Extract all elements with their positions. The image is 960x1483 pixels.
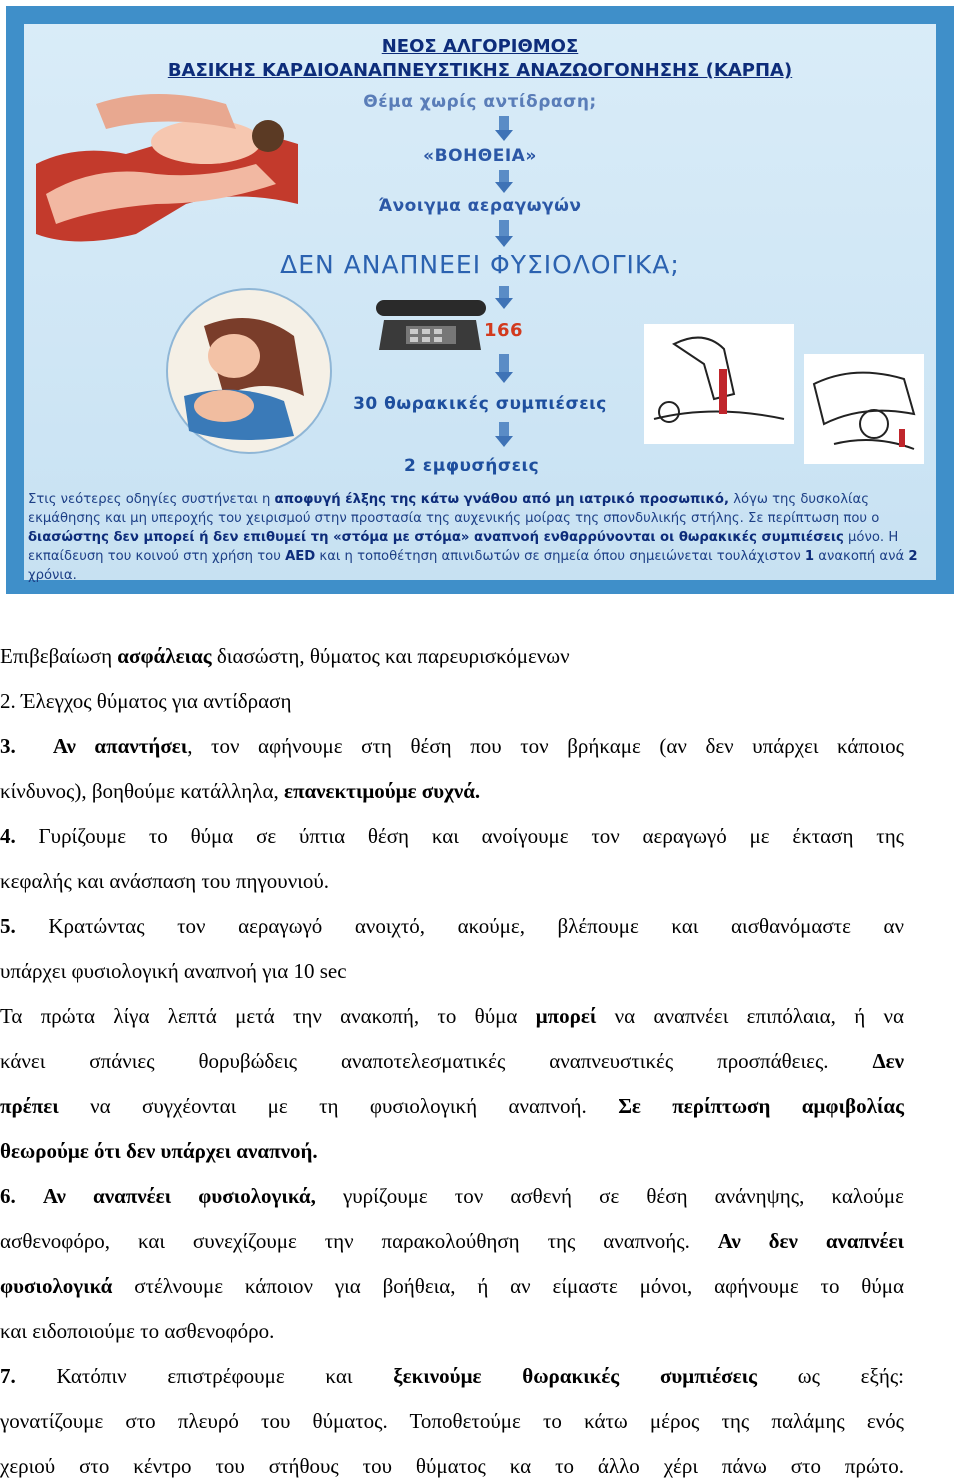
down-arrow-icon (498, 170, 510, 193)
down-arrow-icon (498, 286, 510, 309)
down-arrow-icon (498, 422, 510, 447)
text-line: υπάρχει φυσιολογική αναπνοή για 10 sec (0, 959, 347, 983)
step-7: 7. Κατόπιν επιστρέφουμε και ξεκινούμε θωρακικές συμπιέσεις ως εξής: (0, 1364, 904, 1388)
step-not-breathing: ΔΕΝ ΑΝΑΠΝΕΕΙ ΦΥΣΙΟΛΟΓΙΚΑ; (280, 250, 680, 279)
text-line: κίνδυνος), βοηθούμε κατάλληλα, επανεκτιμούμε συχνά. (0, 779, 481, 803)
step-4: 4. Γυρίζουμε το θύμα σε ύπτια θέση και ανοίγουμε τον αεραγωγό με έκταση της (0, 824, 905, 848)
text-line: ασθενοφόρο, και συνεχίζουμε την παρακολούθηση της αναπνοής. Αν δεν αναπνέει (0, 1229, 904, 1253)
step-5: 5. Κρατώντας τον αεραγωγό ανοιχτό, ακούμε, βλέπουμε και αισθανόμαστε αν (0, 914, 905, 938)
text-line: γονατίζουμε στο πλευρό του θύματος. Τοποθετούμε το κάτω μέρος της παλάμης ενός (0, 1409, 904, 1433)
text-line: Τα πρώτα λίγα λεπτά μετά την ανακοπή, το θύμα μπορεί να αναπνέει επιπόλαια, ή να (0, 1004, 904, 1028)
text-line: κεφαλής και ανάσπαση του πηγουνιού. (0, 869, 329, 893)
poster-note: Στις νεότερες οδηγίες συστήνεται η αποφυγή έλξης της κάτω γνάθου από μη ιατρικό προσωπικό, λόγω της δυσκολίας εκμάθησης και μη υπεροχής του χειρισμού στην προστασία της αυχενικής μοίρας της σπονδυλικής στήλης. Σε περίπτωση που ο διασώστης δεν μπορεί ή δεν επιθυμεί τη «στόμα με στόμα» αναπνοή ενθαρρύνονται οι θωρακικές συμπιέσεις μόνο. Η εκπαίδευση του κοινού στη χρήση του AED και η τοποθέτηση απινιδωτών σε σημεία όπου σημειώνεται τουλάχιστον 1 ανακοπή ανά 2 χρόνια. (28, 492, 918, 583)
telephone-icon (376, 290, 486, 360)
poster-subtitle: ΒΑΣΙΚΗΣ ΚΑΡΔΙΟΑΝΑΠΝΕΥΣΤΙΚΗΣ ΑΝΑΖΩΟΓΟΝΗΣΗΣ (ΚΑΡΠΑ) (167, 60, 793, 81)
text-line: Επιβεβαίωση ασφάλειας διασώστη, θύματος και παρευρισκόμενων (0, 644, 570, 668)
step-3: 3. Αν απαντήσει, τον αφήνουμε στη θέση που τον βρήκαμε (αν δεν υπάρχει κάποιος (0, 734, 905, 758)
down-arrow-icon (498, 220, 510, 247)
text-line: θεωρούμε ότι δεν υπάρχει αναπνοή. (0, 1139, 318, 1163)
cpr-algorithm-poster (6, 6, 954, 594)
text-line: και ειδοποιούμε το ασθενοφόρο. (0, 1319, 275, 1343)
step-breaths: 2 εμφυσήσεις (404, 456, 540, 476)
text-line: κάνει σπάνιες θορυβώδεις αναποτελεσματικές αναπνευστικές προσπάθειες. Δεν (0, 1049, 904, 1073)
emergency-number: 166 (484, 320, 524, 341)
step-2: 2. Έλεγχος θύματος για αντίδραση (0, 689, 292, 713)
poster-panel (24, 24, 936, 583)
text-line: χεριού στο κέντρο του στήθους του θύματος κα το άλλο χέρι πάνω στο πρώτο. (0, 1454, 904, 1478)
step-open-airway: Άνοιγμα αεραγωγών (378, 196, 582, 216)
step-no-response: Θέμα χωρίς αντίδραση; (363, 92, 597, 112)
poster-title: ΝΕΟΣ ΑΛΓΟΡΙΘΜΟΣ (381, 36, 579, 57)
rescue-breath-illustration (164, 286, 334, 456)
step-compressions: 30 θωρακικές συμπιέσεις (353, 394, 607, 414)
text-line: φυσιολογικά στέλνουμε κάποιον για βοήθεια, ή αν είμαστε μόνοι, αφήνουμε το θύμα (0, 1274, 904, 1298)
down-arrow-icon (498, 116, 510, 141)
down-arrow-icon (498, 354, 510, 383)
step-help: «ΒΟΗΘΕΙΑ» (423, 146, 537, 166)
step-6: 6. Αν αναπνέει φυσιολογικά, γυρίζουμε τον ασθενή σε θέση ανάνηψης, καλούμε (0, 1184, 905, 1208)
text-line: πρέπει να συγχέονται με τη φυσιολογική αναπνοή. Σε περίπτωση αμφιβολίας (0, 1094, 904, 1118)
chest-compression-illustration (644, 324, 794, 444)
